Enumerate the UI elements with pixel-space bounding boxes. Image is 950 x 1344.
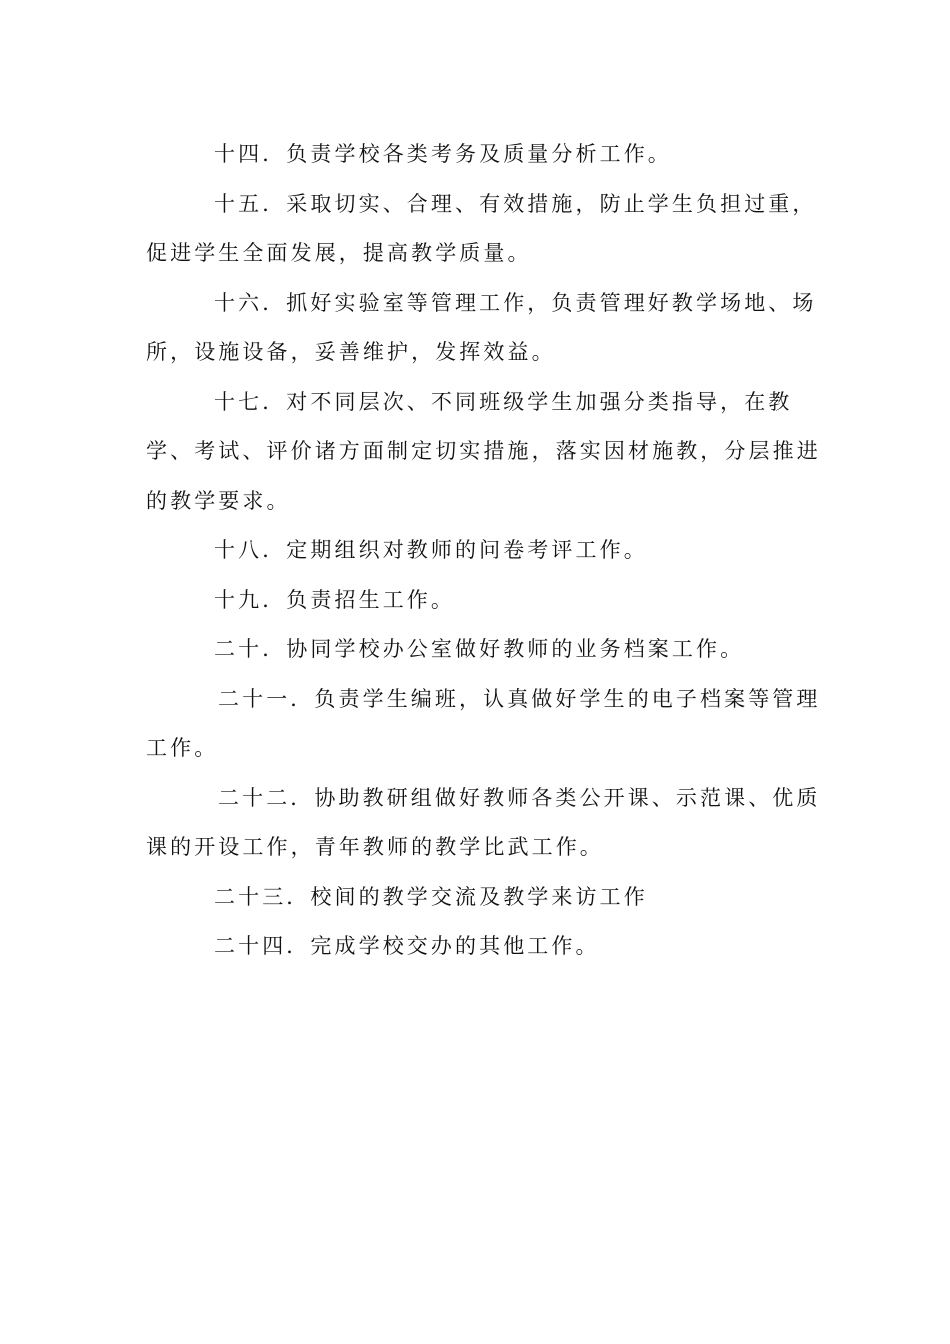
paragraph-21: 二十一．负责学生编班，认真做好学生的电子档案等管理工作。 [146, 686, 821, 760]
paragraph-23: 二十三．校间的教学交流及教学来访工作 [214, 884, 648, 909]
paragraph-19: 十九．负责招生工作。 [214, 587, 455, 612]
paragraph-14: 十四．负责学校各类考务及质量分析工作。 [214, 142, 672, 166]
paragraph-16: 十六．抓好实验室等管理工作，负责管理好教学场地、场所，设施设备，妥善维护，发挥效益。 [146, 290, 817, 364]
paragraph-24: 二十四．完成学校交办的其他工作。 [214, 934, 600, 958]
document-body [146, 130, 826, 972]
paragraph-22: 二十二．协助教研组做好教师各类公开课、示范课、优质课的开设工作，青年教师的教学比武工作。 [146, 785, 821, 859]
paragraph-15: 十五．采取切实、合理、有效措施，防止学生负担过重，促进学生全面发展，提高教学质量。 [146, 191, 817, 265]
paragraph-17: 十七．对不同层次、不同班级学生加强分类指导，在教学、考试、评价诸方面制定切实措施，落实因材施教，分层推进的教学要求。 [146, 389, 821, 513]
paragraph-20: 二十．协同学校办公室做好教师的业务档案工作。 [214, 637, 745, 661]
paragraph-18: 十八．定期组织对教师的问卷考评工作。 [214, 538, 648, 562]
